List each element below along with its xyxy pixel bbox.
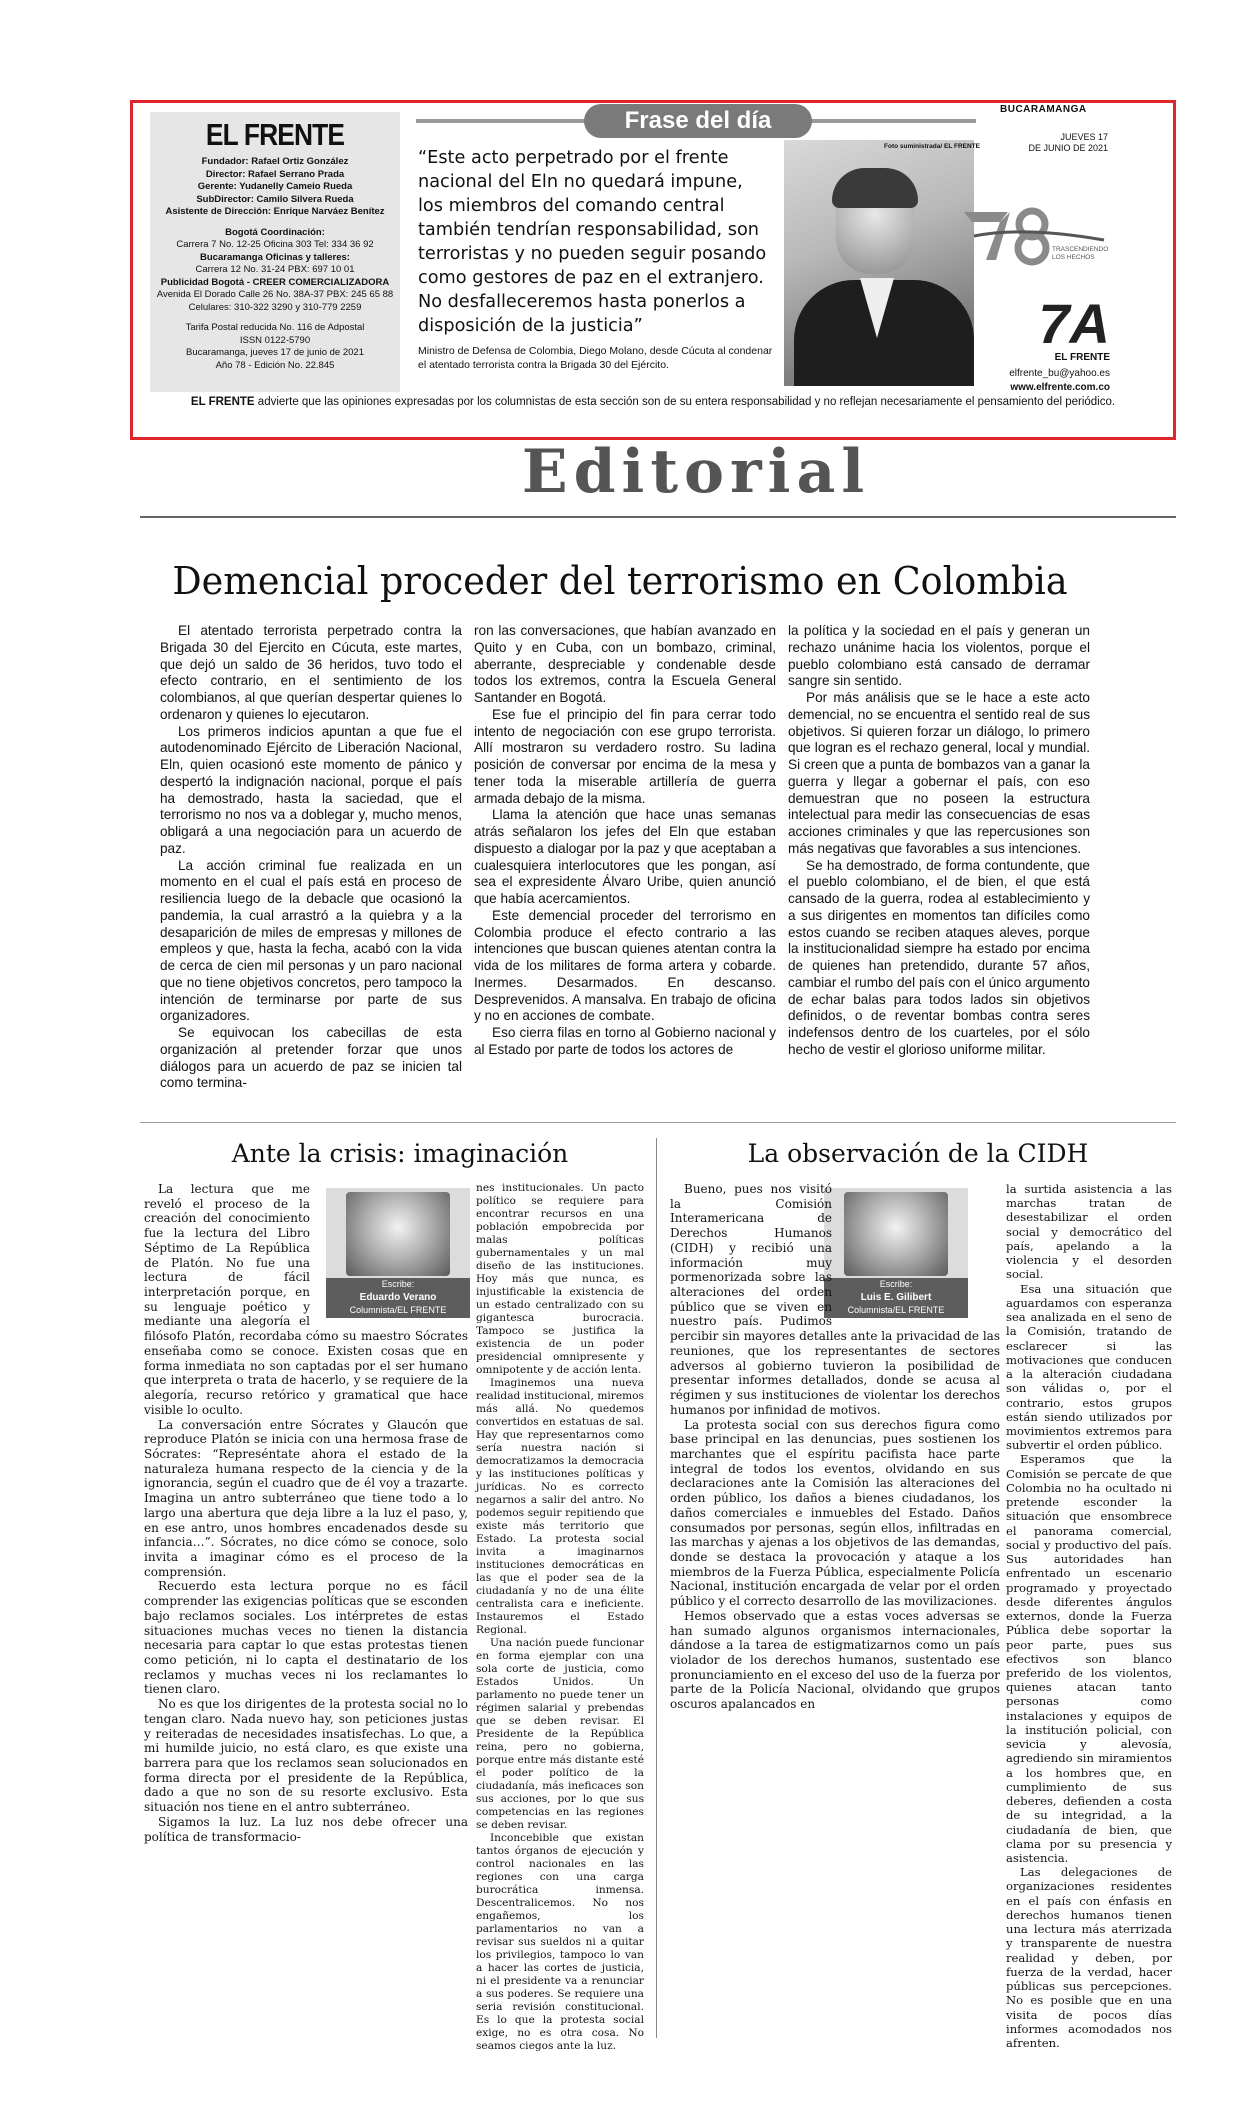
photo-credit: Foto suministrada/ EL FRENTE (884, 143, 980, 150)
paragraph: Imaginemos una nueva realidad institucional, miremos más allá. No quedemos convertidos en estatuas de sal. Hay que representarnos como sería nuestra nación si democratizamos la democracia y las instituciones políticas y jurídicas. No es correcto negarnos a salir del antro. No podemos seguir repitiendo que existe más territorio que Estado. La protesta social invita a imaginarnos instituciones democráticas en las que el poder sea de la ciudadanía y no de una élite centralista cara e ineficiente. Instauremos el Estado Regional. (476, 1377, 644, 1636)
paragraph: El atentado terrorista perpetrado contra la Brigada 30 del Ejercito en Cúcuta, este martes, que dejó un saldo de 36 heridos, tuvo todo el efecto contrario, en el sentimiento de los colombianos, al que querían despertar quienes lo ordenaron y quienes lo ejecutaron. (160, 623, 462, 722)
issn: ISSN 0122-5790 (239, 334, 311, 346)
paragraph: La acción criminal fue realizada en un momento en el cual el país está en proceso de resiliencia luego de la debacle que ocasionó la pandemia, la cual arrastró a la quiebra y a la desaparición de miles de empresas y millones de empleos y que, hasta la fecha, acabó con la vida de cerca de cien mil personas y un paro nacional que no tiene objetivos concretos, pero tampoco la intención de terminarse por parte de sus organizadores. (160, 857, 462, 1024)
paragraph: Eso cierra filas en torno al Gobierno nacional y al Estado por parte de todos los actores de (474, 1025, 776, 1057)
column-right-body-2 (1006, 1182, 1172, 2050)
column-title-left: Ante la crisis: imaginación (231, 1139, 569, 1168)
edition: Año 78 - Edición No. 22.845 (215, 359, 335, 371)
coordination-address: Carrera 7 No. 12-25 Oficina 303 Tel: 334 36 92 (176, 239, 374, 250)
quote-caption: Ministro de Defensa de Colombia, Diego Molano, desde Cúcuta al condenar el atentado terrorista contra la Brigada 30 del Ejército. (418, 345, 773, 371)
staff-line: Fundador: Rafael Ortiz González (201, 156, 349, 167)
paragraph: Las delegaciones de organizaciones residentes en el país con énfasis en derechos humanos tienen una lectura más aterrizada y transparente de nuestra realidad y deben, por fuerza de la verdad, hacer públicas sus percepciones. No es posible que en una visita de pocos días informes acomodados nos afrenten. (1006, 1865, 1172, 2051)
minister-photo (784, 140, 974, 386)
quote-text: “Este acto perpetrado por el frente nacional del Eln no quedará impune, los miembros del comando central también tendrían responsabilidad, son terroristas y no pueden seguir posando como gestores de paz en el extranjero. No desfalleceremos hasta ponerlos a disposición de la justicia” (418, 148, 767, 337)
author-label: Escribe: (381, 1279, 415, 1289)
column-divider (656, 1138, 657, 2038)
paragraph: La conversación entre Sócrates y Glaucón que reproduce Platón se inicia con una hermosa frase de Sócrates: “Represéntate ahora el estado de la naturaleza humana respecto de la ciencia y de la ignorancia, según el cuadro que de él voy a trazarte. Imagina un antro subterráneo que tiene todo a lo largo una abertura que deja libre a la luz el paso, y, en ese antro, unos hombres encadenados desde su infancia…”. Sócrates, no dice cómo se conoce, solo invita a imaginar cómo es el proceso de la comprensión. (144, 1417, 468, 1579)
staff-line: SubDirector: Camilo Silvera Rueda (196, 193, 354, 205)
date-day: JUEVES 17 (1060, 132, 1108, 142)
column-title-right: La observación de la CIDH (747, 1139, 1089, 1168)
column-left-body-2 (476, 1182, 644, 2053)
paragraph: Se ha demostrado, de forma contundente, que el pueblo colombiano, el de bien, el que está cansado de la guerra, rodea al establecimiento y a sus dirigentes en momentos tan difíciles como estos cuando se reciben ataques aleves, porque la institucionalidad siempre ha estado por encima de quienes han pretendido, durante 57 años, cambiar el rumbo del país con el único argumento de echar balas para todos lados sin objetivos definidos, o de reventar bombas contra seres indefensos dentro de los cuarteles, por el sólo hecho de vestir el glorioso uniforme militar. (788, 857, 1090, 1057)
celulares: Celulares: 310-322 3290 y 310-779 2259 (188, 301, 362, 313)
page-brand: EL FRENTE (1054, 352, 1110, 363)
paragraph: Inconcebible que existan tantos órganos de ejecución y control nacionales en las regiones con una carga burocrática inmensa. Descentralicemos. No nos engañemos, los parlamentarios no van a revisar sus sueldos ni a quitar los privilegios, tampoco lo van a hacer las cortes de justicia, ni el presidente va a renunciar a sus poderes. Se requiere una seria revisión constitucional. Es lo que la protesta social exige, no es otra cosa. No seamos ciegos ante la luz. (476, 1832, 644, 2052)
staff-line: Director: Rafael Serrano Prada (205, 168, 345, 180)
frase-label: Frase del día (584, 104, 812, 138)
paragraph: La protesta social con sus derechos figura como base principal en las denuncias, pues sostienen los marchantes que el espíritu pacifista hace parte integral de todos los eventos, olvidando en sus declaraciones ante la Comisión las alteraciones del orden público, los daños a bienes ciudadanos, los daños comerciales e inmuebles del Estado. Daños consumados por personas, según ellos, infiltradas en las marchas y ajenas a los objetivos de las demandas, donde se destaca la provocación y ataque a los miembros de la Fuerza Pública, especialmente Policía Nacional, institución encargada de velar por el orden público y el correcto desarrollo de las movilizaciones. (670, 1417, 1000, 1609)
paragraph: Este demencial proceder del terrorismo en Colombia produce el efecto contrario a las intenciones que buscan quienes atentan contra la vida de los militares de forma artera y cobarde. Inermes. Desarmados. En descanso. Desprevenidos. A mansalva. En trabajo de oficina y no en acciones de combate. (474, 907, 776, 1024)
paragraph: La lectura que me reveló el proceso de la creación del conocimiento fue la lectura del Libro Séptimo de La República de Platón. No fue una lectura de fácil interpretación porque, en su lenguaje poético y mediante una alegoría el filósofo Platón, recordaba cómo su maestro Sócrates enseñaba como se conoce. Existen cosas que en forma inmediata no son captadas por el ser humano que interpreta o trata de hacerlo, y se requiere de la alegoría, recurso retórico y gramatical que hace visible lo oculto. (144, 1182, 468, 1417)
publicidad-address: Avenida El Dorado Calle 26 No. 38A-37 PBX: 245 65 88 (156, 289, 394, 300)
paragraph: Llama la atención que hace unas semanas atrás señalaron los jefes del Eln que estaban dispuesto a dialogar por la paz y que aceptaban a cualesquiera interlocutores que les pongan, así sea el expresidente Álvaro Uribe, quien anunció que había acercamientos. (474, 807, 776, 906)
disclaimer-brand: EL FRENTE (190, 396, 255, 408)
publicidad-label: Publicidad Bogotá - CREER COMERCIALIZADORA (160, 276, 390, 288)
paragraph: la surtida asistencia a las marchas tratan de desestabilizar el orden social y democrático del país, apelando a la violencia y el desorden social. (1006, 1182, 1172, 1282)
disclaimer (140, 395, 1166, 410)
paragraph: Recuerdo esta lectura porque no es fácil comprender las exigencias políticas que se esconden bajo reclamos sociales. Los intérpretes de estas situaciones muchas veces no tienen la distancia necesaria para captar lo que estas protestas tienen como petición, ni lo capta el destinatario de los reclamos y muchas veces ni los reclamantes lo tienen claro. (144, 1579, 468, 1697)
date-box (1000, 132, 1108, 154)
column-right-body-1 (670, 1182, 1000, 1712)
dateline: Bucaramanga, jueves 17 de junio de 2021 (186, 347, 364, 358)
date-full: DE JUNIO DE 2021 (1028, 143, 1108, 153)
author-label: Escribe: (879, 1279, 913, 1289)
author-name: Eduardo Verano (359, 1291, 437, 1303)
bucaramanga-label: Bucaramanga Oficinas y talleres: (200, 251, 350, 263)
editorial-column-2 (474, 623, 776, 1059)
paragraph: No es que los dirigentes de la protesta social no lo tengan claro. Nada nuevo hay, son peticiones justas y reiteradas de necesidades insatisfechas. Lo que, a mi humilde juicio, no está claro, es que existe una barrera para que los reclamos sean solucionados en forma directa por el presidente de la República, dado a que no son de su resorte exclusivo. Esta situación nos tiene en el antro subterráneo. (144, 1697, 468, 1815)
staff-line: Gerente: Yudanelly Cameio Rueda (197, 181, 353, 192)
masthead (150, 112, 400, 392)
author-role: Columnista/EL FRENTE (847, 1305, 945, 1315)
paragraph: nes institucionales. Un pacto político se requiere para encontrar recursos en una población empobrecida por malas políticas gubernamentales y un mal diseño de las instituciones. Hoy más que nunca, es injustificable la existencia de un estado centralizado con su gigantesca burocracia. Tampoco se justifica la existencia de un poder presidencial omnipresente y omnipotente y de acción lenta. (476, 1182, 644, 1376)
paragraph: Hemos observado que a estas voces adversas se han sumado algunos organismos internacionales, dándose a la tarea de estigmatizarnos como un país violador de los derechos humanos, sustentado ese pronunciamiento en el exceso del uso de la fuerza por parte de la Policía Nacional, olvidando que grupos oscuros apalancados en (670, 1608, 1000, 1712)
disclaimer-text: advierte que las opiniones expresadas por los columnistas de esta sección son de su entera responsabilidad y no reflejan necesariamente el pensamiento del periódico. (254, 396, 1116, 408)
paragraph: Por más análisis que se le hace a este acto demencial, no se encuentra el sentido real de sus objetivos. Si quieren forzar un diálogo, lo primero que logran es el rechazo general, local y mundial. Si creen que a punta de bombazos van a ganar la guerra y llegar a gobernar el país, con eso demuestran que no poseen la estructura intelectual para medir las consecuencias de esas acciones criminales y que las repercusiones son más negativas que favorables a sus intenciones. (788, 690, 1090, 856)
editorial-headline: Demencial proceder del terrorismo en Colombia (172, 559, 1068, 603)
column-rule (140, 1122, 1176, 1123)
author-name: Luis E. Gilibert (860, 1291, 932, 1303)
bucaramanga-address: Carrera 12 No. 31-24 PBX: 697 10 01 (195, 264, 355, 275)
paragraph: Se equivocan los cabecillas de esta organización al pretender forzar que unos diálogos para un acuerdo de paz se inicien tal como termina- (160, 1025, 462, 1091)
paragraph: Esa una situación que aguardamos con esperanza sea analizada en el seno de la Comisión, tratando de esclarecer si las motivaciones que conducen a la alteración ciudadana son válidas o, por el contrario, estos grupos están siendo utilizados por movimientos extremos para subvertir el orden público. (1006, 1281, 1172, 1453)
column-left-body-1 (144, 1182, 468, 1844)
paragraph: Una nación puede funcionar en forma ejemplar con una sola corte de justicia, como Estados Unidos. Un parlamento no puede tener un régimen salarial y prebendas que se deben revisar. El Presidente de la República reina, pero no gobierna, porque entre más distante esté el poder político de la ciudadanía, más ineficaces son sus acciones, por lo que sus competencias en las regiones se deben revisar. (476, 1637, 644, 1831)
paragraph: Ese fue el principio del fin para cerrar todo intento de negociación con ese grupo terrorista. Allí mostraron su verdadero rostro. Su ladina posición de conversar por encima de la mesa y tener toda la miserable artillería de guerra armada debajo de la misma. (474, 706, 776, 806)
logo-caption: TRASCENDIENDO LOS HECHOS (1052, 246, 1109, 261)
paragraph: Esperamos que la Comisión se percate de que Colombia no ha ocultado ni pretende esconder la situación que ensombrece el panorama comercial, social y productivo del país. Sus autoridades han enfrentado un escenario programado y proyectado desde diferentes ángulos externos, donde la Fuerza Pública debe soportar la peor parte, pues sus efectivos son blanco preferido de los violentos, quienes atacan tanto personas como instalaciones y equipos de la institución policial, con sevicia y alevosía, agrediendo sin miramientos a los hombres que, en cumplimiento de sus deberes, defienden a costa de su integridad, a la ciudadanía de bien, que clama por su presencia y asistencia. (1006, 1452, 1172, 1866)
section-title: Editorial (521, 437, 871, 507)
paragraph: Los primeros indicios apuntan a que fue el autodenominado Ejército de Liberación Nacional, Eln, quien ocasionó este momento de pánico y despertó la indignación nacional, porque el país ha demostrado, hasta la saciedad, que el terrorismo no nos va a doblegar y, mucho menos, obligará a una negociación para un acuerdo de paz. (160, 723, 462, 856)
masthead-logo: EL FRENTE (205, 117, 345, 152)
website: www.elfrente.com.co (1010, 382, 1110, 393)
city: BUCARAMANGA (1000, 104, 1087, 115)
section-rule (140, 516, 1176, 518)
coordination-label: Bogotá Coordinación: (225, 226, 325, 238)
staff-line: Asistente de Dirección: Enrique Narváez Benítez (165, 206, 385, 217)
paragraph: Bueno, pues nos visitó la Comisión Interamericana de Derechos Humanos (CIDH) y recibió una información muy pormenorizada sobre las alteraciones del orden público que se viven en nuestro país. Pudimos percibir sin mayores detalles ante la privacidad de las reuniones, que los representantes de sectores adversos al gobierno tuvieron la posibilidad de presentar informes detallados, donde se acusa al régimen y sus instituciones de violentar los derechos humanos por infinidad de motivos. (670, 1182, 1000, 1417)
photo-hair (832, 168, 918, 208)
editorial-column-1 (160, 623, 462, 1092)
page-number: 7A (1038, 292, 1110, 355)
editorial-column-3 (788, 623, 1090, 1059)
tarifa: Tarifa Postal reducida No. 116 de Adpostal (185, 322, 365, 333)
author-role: Columnista/EL FRENTE (349, 1305, 447, 1315)
paragraph: Sigamos la luz. La luz nos debe ofrecer una política de transformacio- (144, 1814, 468, 1844)
contact-email: elfrente_bu@yahoo.es (1009, 368, 1110, 379)
paragraph: ron las conversaciones, que habían avanzado en Quito y en Cuba, con un bombazo, criminal, aberrante, despreciable y condenable desde todos los extremos, contra la Escuela General Santander en Bogotá. (474, 623, 776, 705)
paragraph: la política y la sociedad en el país y generan un rechazo unánime hacia los violentos, porque el pueblo colombiano está cansado de derramar sangre sin sentido. (788, 623, 1090, 689)
